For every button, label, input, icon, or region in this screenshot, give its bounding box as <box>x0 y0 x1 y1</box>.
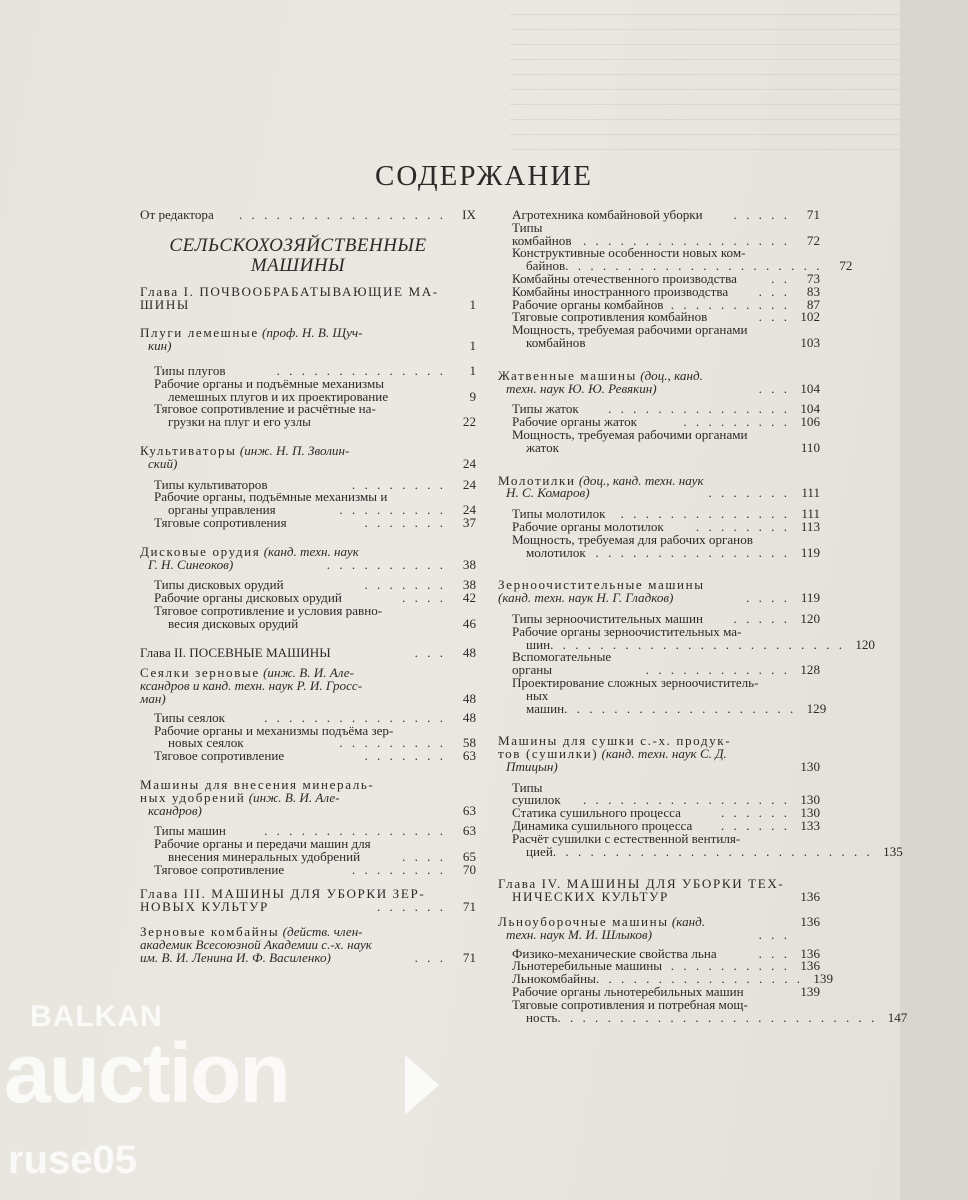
toc-section-threshers: Молотилки (доц., канд. техн. наук Н. С. Комаров) . . . . . . . 111 Типы молотилок . . . . . . . . . . . . . . 111 Рабочие органы молотилок . . . . . . . . 113 Мощность, требуемая для рабочих органов молотилок . . . . . . . . . . . . . . . . 119 <box>498 472 820 560</box>
toc-section-grain-cleaners: Зерноочистительные машины (канд. техн. наук Н. Г. Гладков) . . . . 119 Типы зерноочистительных машин . . . . . 120 Рабочие органы зерноочистительных ма- шин . . . . . . . . . . . . . . . . . . . . . . . . 120 Вспомогательные органы . . . . . . . . . . . . 128 Проектирование сложных зерноочиститель- ных машин . . . . . . . . . . . . . . . . . . . 129 <box>498 577 875 716</box>
toc-entry: Рабочие органы молотилок . . . . . . . . 113 <box>512 518 820 534</box>
leader-dots: . . . . . . . . . . . . . . . . . <box>238 207 446 222</box>
toc-entry: Расчёт сушилки с естественной вентиля- <box>512 830 741 846</box>
toc-entry: Тяговые сопротивления и потребная мощ- <box>512 996 748 1012</box>
chapter-heading: Глава I. ПОЧВООБРАБАТЫВАЮЩИЕ МА- <box>140 283 439 299</box>
watermark-logo: BALKAN auction ruse05 <box>0 1000 470 1200</box>
toc-section-combines: Зерновые комбайны (действ. член- академик Всесоюзной Академии с.-х. наук им. В. И. Ленина И. Ф. Василенко) . . . 71 <box>140 924 476 965</box>
toc-entry: Мощность, требуемая рабочими органами <box>512 426 748 442</box>
toc-entry: Проектирование сложных зерноочиститель- <box>512 674 759 690</box>
toc-entry: Типы культиваторов . . . . . . . . 24 <box>154 476 476 492</box>
toc-entry: Типы сушилок . . . . . . . . . . . . . . . . . 130 <box>512 779 820 808</box>
toc-entry: Комбайны иностранного производства . . . 83 <box>512 283 820 299</box>
toc-entry: Рабочие органы льнотеребильных машин 139 <box>512 984 820 1000</box>
toc-entry: Тяговое сопротивление . . . . . . . . 70 <box>154 861 476 877</box>
chapter-heading: Глава IV. МАШИНЫ ДЛЯ УБОРКИ ТЕХ- НИЧЕСКИХ КУЛЬТУР 136 <box>498 876 820 905</box>
chapter-heading: Глава II. ПОСЕВНЫЕ МАШИНЫ . . . 48 <box>140 644 476 660</box>
toc-entry: Конструктивные особенности новых ком- <box>512 245 746 261</box>
toc-section-fertilizer: Машины для внесения минераль- ных удобрений (инж. В. И. Але- ксандров) 63 Типы машин . . . . . . . . . . . . . . . 63 Рабочие органы и передачи машин для внесения минеральных удобрений . . . . 65 Тяговое сопротивление . . . . . . . . 70 <box>140 776 476 877</box>
toc-entry: Типы комбайнов . . . . . . . . . . . . . . . . . 72 <box>512 219 820 248</box>
toc-entry: Рабочие органы комбайнов . . . . . . . . . . 87 <box>512 296 820 312</box>
toc-entry: Физико-механические свойства льна . . . 136 <box>512 945 820 961</box>
toc-entry: Рабочие органы дисковых орудий . . . . 42 <box>154 590 476 606</box>
toc-entry: Типы сеялок . . . . . . . . . . . . . . . 48 <box>154 709 476 725</box>
toc-entry: Тяговые сопротивления комбайнов . . . 102 <box>512 309 820 325</box>
toc-entry: Типы молотилок . . . . . . . . . . . . . . 111 <box>512 506 820 522</box>
page-title: СОДЕРЖАНИЕ <box>375 160 593 192</box>
toc-entry: Вспомогательные органы . . . . . . . . . . . . 128 <box>512 649 820 678</box>
toc-entry: Динамика сушильного процесса . . . . . . 133 <box>512 818 820 834</box>
toc-entry: Типы зерноочистительных машин . . . . . 120 <box>512 610 820 626</box>
toc-section-harvesters: Жатвенные машины (доц., канд. техн. наук Ю. Ю. Ревякин) . . . 104 Типы жаток . . . . . . . . . . . . . . . 104 Рабочие органы жаток . . . . . . . . . 106 Мощность, требуемая рабочими органами жаток 110 <box>498 367 820 455</box>
toc-entry: Статика сушильного процесса . . . . . . 130 <box>512 805 820 821</box>
toc-entry: Льнотеребильные машины . . . . . . . . . . 136 <box>512 958 820 974</box>
toc-entry: Типы плугов . . . . . . . . . . . . . . 1 <box>154 362 476 378</box>
toc-entry: Тяговое сопротивление и условия равно- <box>154 602 383 618</box>
toc-entry: Агротехника комбайновой уборки . . . . . 71 <box>512 207 820 222</box>
toc-entry: Типы машин . . . . . . . . . . . . . . . 63 <box>154 823 476 839</box>
toc-entry: Комбайны отечественного производства . . 73 <box>512 270 820 286</box>
toc-section-plows: Плуги лемешные (проф. Н. В. Щуч- кин) 1 Типы плугов . . . . . . . . . . . . . . 1 Рабочие органы и подъёмные механизмы лемешных плугов и их проектирование 9 Тяговое сопротивление и расчётные на- грузки на плуг и его узлы 22 <box>140 325 476 430</box>
part-title: СЕЛЬСКОХОЗЯЙСТВЕННЫЕ МАШИНЫ <box>169 234 427 276</box>
chapter-heading: Глава III. МАШИНЫ ДЛЯ УБОРКИ ЗЕР- НОВЫХ КУЛЬТУР . . . . . . 71 <box>140 886 476 915</box>
toc-section-flax: Льноуборочные машины (канд. 136 техн. наук М. И. Шлыков) . . . Физико-механические свойства льна . . . 136 Льнотеребильные машины . . . . . . . . . . 136 Льнокомбайны . . . . . . . . . . . . . . . . . 139 Рабочие органы льнотеребильных машин 139 Тяговые сопротивления и потребная мощ- ность . . . . . . . . . . . . . . . . . . . . . . . . . . 147 <box>498 914 908 1025</box>
toc-left-column: От редактора . . . . . . . . . . . . . . . . . IX СЕЛЬСКОХОЗЯЙСТВЕННЫЕ МАШИНЫ Глава I. ПОЧВООБРАБАТЫВАЮЩИЕ МА- ШИНЫ 1 Плуги лемешные (проф. Н. В. Щуч- кин) 1 Типы плугов . . . . . . . . . . . . . . 1 Рабочие органы и подъёмные механизмы лемешных плугов и их проектирование 9 Тяговое сопротивление и расчётные на- грузки на плуг и его узлы 22 Культиваторы (инж. Н. П. Зволин- ский) 24 Типы культиваторов . . . . . . . . 24 Рабочие органы, подъёмные механизмы и органы управления . . . . . . . . . 24 Тяговые сопротивления . . . . . . . 37 Дисковые орудия (канд. техн. наук Г. Н. Синеоков) . . . . . . . . . . 38 Типы дисковых орудий . . . . . . . 38 Рабочие органы дисковых орудий . . . . 42 Тяговое сопротивление и условия равно- весия дисковых орудий 46 Глава II. ПОСЕВНЫЕ МАШИНЫ . . . 48 Сеялки зерновые (инж. В. И. Але- ксандров и канд. техн. наук Р. И. Гросс- ман) 48 Типы сеялок . . . . . . . . . . . . . . . 48 Рабочие органы и механизмы подъёма зер- новых сеялок . . . . . . . . . 58 Тяговое сопротивление . . . . . . . 63 Машины для внесения минераль- ных удобрений (инж. В. И. Але- ксандров) 63 Типы машин . . . . . . . . . . . . . . . 63 Рабочие органы и передачи машин для внесения минеральных удобрений . . . . 65 Тяговое сопротивление . . . . . . . . 70 Глава III. МАШИНЫ ДЛЯ УБОРКИ ЗЕР- НОВЫХ КУЛЬТУР . . . . . . 71 Зерновые комбайны (действ. член- академик Всесоюзной Академии с.-х. наук им. В. И. Ленина И. Ф. Василенко) . . . 71 <box>140 207 476 965</box>
toc-entry: Типы дисковых орудий . . . . . . . 38 <box>154 577 476 593</box>
toc-entry-editor: От редактора . . . . . . . . . . . . . . . . . IX <box>140 207 476 222</box>
toc-entry: Рабочие органы жаток . . . . . . . . . 106 <box>512 414 820 430</box>
toc-entry: Тяговое сопротивление . . . . . . . 63 <box>154 748 476 764</box>
toc-section-disc-tools: Дисковые орудия (канд. техн. наук Г. Н. Синеоков) . . . . . . . . . . 38 Типы дисковых орудий . . . . . . . 38 Рабочие органы дисковых орудий . . . . 42 Тяговое сопротивление и условия равно- весия дисковых орудий 46 <box>140 543 476 631</box>
toc-section-combines-cont: Агротехника комбайновой уборки . . . . . 71 Типы комбайнов . . . . . . . . . . . . . . . . . 72 Конструктивные особенности новых ком- байнов . . . . . . . . . . . . . . . . . . . . . 72 Комбайны отечественного производства . . 73 Комбайны иностранного производства . . . 83 Рабочие органы комбайнов . . . . . . . . . . 87 Тяговые сопротивления комбайнов . . . 102 Мощность, требуемая рабочими органами комбайнов 103 <box>512 207 853 350</box>
toc-entry: Рабочие органы, подъёмные механизмы и <box>154 489 388 505</box>
play-arrow-icon <box>405 1055 439 1115</box>
toc-section-cultivators: Культиваторы (инж. Н. П. Зволин- ский) 24 Типы культиваторов . . . . . . . . 24 Рабочие органы, подъёмные механизмы и органы управления . . . . . . . . . 24 Тяговые сопротивления . . . . . . . 37 <box>140 442 476 530</box>
toc-entry: Мощность, требуемая для рабочих органов <box>512 531 753 547</box>
toc-entry: Рабочие органы и передачи машин для <box>154 836 371 852</box>
toc-section-dryers: Машины для сушки с.-х. продук- тов (сушилки) (канд. техн. наук С. Д. Птицын) 130 Типы сушилок . . . . . . . . . . . . . . . . . 130 Статика сушильного процесса . . . . . . 130 Динамика сушильного процесса . . . . . . 133 Расчёт сушилки с естественной вентиля- цией . . . . . . . . . . . . . . . . . . . . . . . . . . 135 <box>498 733 903 859</box>
toc-entry: Рабочие органы зерноочистительных ма- <box>512 623 742 639</box>
toc-entry: Тяговое сопротивление и расчётные на- <box>154 401 376 417</box>
toc-entry: Тяговые сопротивления . . . . . . . 37 <box>154 514 476 530</box>
toc-entry: Мощность, требуемая рабочими органами <box>512 322 748 338</box>
toc-entry: Рабочие органы и подъёмные механизмы <box>154 375 385 391</box>
toc-entry: Типы жаток . . . . . . . . . . . . . . . 104 <box>512 401 820 417</box>
toc-entry: Рабочие органы и механизмы подъёма зер- <box>154 722 394 738</box>
toc-entry: Льнокомбайны . . . . . . . . . . . . . . . . . 139 <box>512 971 834 987</box>
show-through-text <box>510 0 900 150</box>
toc-right-column <box>498 207 908 1025</box>
toc-section-seeders: Сеялки зерновые (инж. В. И. Але- ксандров и канд. техн. наук Р. И. Гросс- ман) 48 Типы сеялок . . . . . . . . . . . . . . . 48 Рабочие органы и механизмы подъёма зер- новых сеялок . . . . . . . . . 58 Тяговое сопротивление . . . . . . . 63 <box>140 665 476 764</box>
